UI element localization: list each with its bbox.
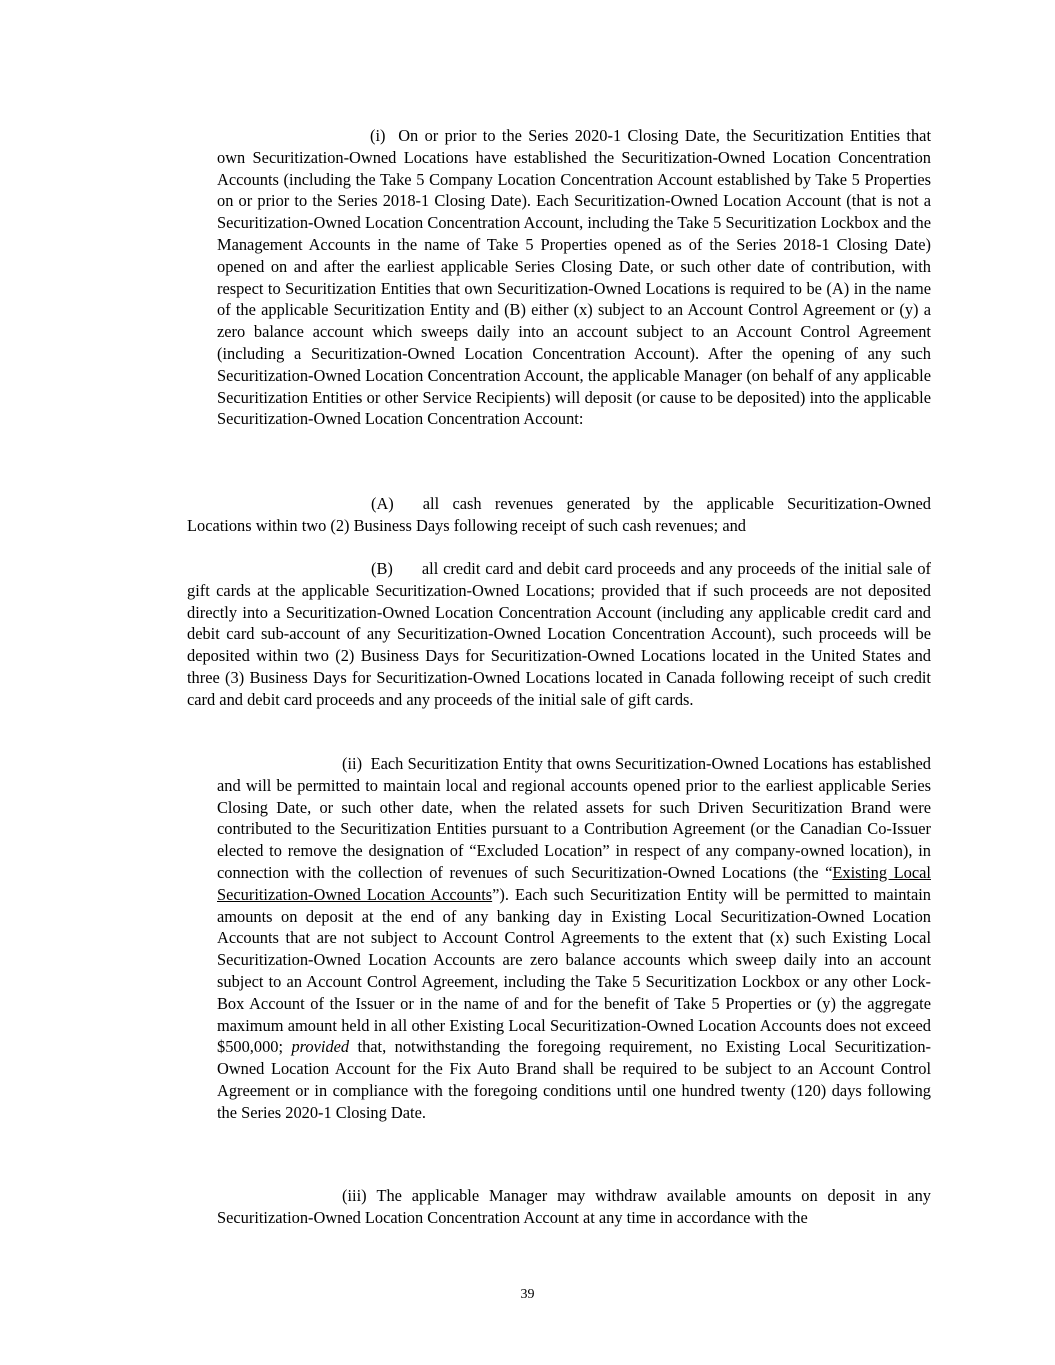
clause-text-ii-c: that, notwithstanding the foregoing requirement, no Existing Local Securitization-Owned Location Account for the Fix Auto Brand shall be required to be subject to an Account Control Agreement or in compliance with the foregoing conditions until one hundred twenty (120) days following the Series 2020-1 Closing Date. [217,1037,931,1122]
italic-provided: provided [291,1037,350,1057]
clause-text-ii-a: Each Securitization Entity that owns Securitization-Owned Locations has established and will be permitted to maintain local and regional accounts opened prior to the earliest applicable Series Closing Date, or such other date, when the related assets for such Driven Securitization Brand were contributed to the Securitization Entities pursuant to a Contribution Agreement (or the Canadian Co-Issuer elected to remove the designation of “Excluded Location” in respect of any company-owned location), in connection with the collection of revenues of such Securitization-Owned Locations (the “ [217,754,931,882]
clause-text-iii: The applicable Manager may withdraw available amounts on deposit in any Securitization-Owned Location Concentration Account at any time in accordance with the [217,1186,931,1227]
paragraph-iii [217,1185,931,1229]
clause-marker-iii: (iii) [342,1186,367,1205]
clause-text-i: On or prior to the Series 2020-1 Closing Date, the Securitization Entities that own Securitization-Owned Locations have established the Securitization-Owned Location Concentration Accounts (including the Take 5 Company Location Concentration Account established by Take 5 Properties on or prior to the Series 2018-1 Closing Date). Each Securitization-Owned Location Account (that is not a Securitization-Owned Location Concentration Account, including the Take 5 Securitization Lockbox and the Management Accounts in the name of Take 5 Properties opened as of the Series 2018-1 Closing Date) opened on and after the earliest applicable Series Closing Date, or such other date of contribution, with respect to Securitization Entities that own Securitization-Owned Locations is required to be (A) in the name of the applicable Securitization Entity and (B) either (x) subject to an Account Control Agreement or (y) a zero balance account which sweeps daily into an account subject to an Account Control Agreement (including a Securitization-Owned Location Concentration Account). After the opening of any such Securitization-Owned Location Concentration Account, the applicable Manager (on behalf of any applicable Securitization Entities or other Service Recipients) will deposit (or cause to be deposited) into the applicable Securitization-Owned Location Concentration Account: [217,126,932,429]
paragraph-i [217,125,931,430]
clause-marker-A: (A) [371,494,394,513]
clause-marker-ii: (ii) [342,754,363,773]
page-number: 39 [520,1287,535,1302]
clause-marker-i: (i) [370,126,386,145]
paragraph-A [187,493,931,537]
clause-text-A: all cash revenues generated by the applicable Securitization-Owned Locations within two (2) Business Days following receipt of such cash revenues; and [187,494,931,535]
paragraph-B [187,558,931,711]
paragraph-ii [217,753,931,1124]
clause-marker-B: (B) [371,559,393,578]
clause-text-B: all credit card and debit card proceeds and any proceeds of the initial sale of gift cards at the applicable Securitization-Owned Locations; provided that if such proceeds are not deposited directly into a Securitization-Owned Location Concentration Account (including any applicable credit card and debit card sub-account of any Securitization-Owned Location Concentration Account), such proceeds will be deposited within two (2) Business Days for Securitization-Owned Locations located in the United States and three (3) Business Days for Securitization-Owned Locations located in Canada following receipt of such credit card and debit card proceeds and any proceeds of the initial sale of gift cards. [187,559,931,709]
clause-text-ii-b: ”). Each such Securitization Entity will be permitted to maintain amounts on deposit at the end of any banking day in Existing Local Securitization-Owned Location Accounts that are not subject to Account Control Agreements to the extent that (x) such Existing Local Securitization-Owned Location Accounts are zero balance accounts which sweep daily into an account subject to an Account Control Agreement, including the Take 5 Securitization Lockbox or any other Lock-Box Account of the Issuer or in the name of and for the benefit of Take 5 Properties or (y) the aggregate maximum amount held in all other Existing Local Securitization-Owned Location Accounts does not exceed $500,000; [217,884,931,1057]
defined-term: Existing Local Securitization-Owned Location Accounts [217,862,931,904]
